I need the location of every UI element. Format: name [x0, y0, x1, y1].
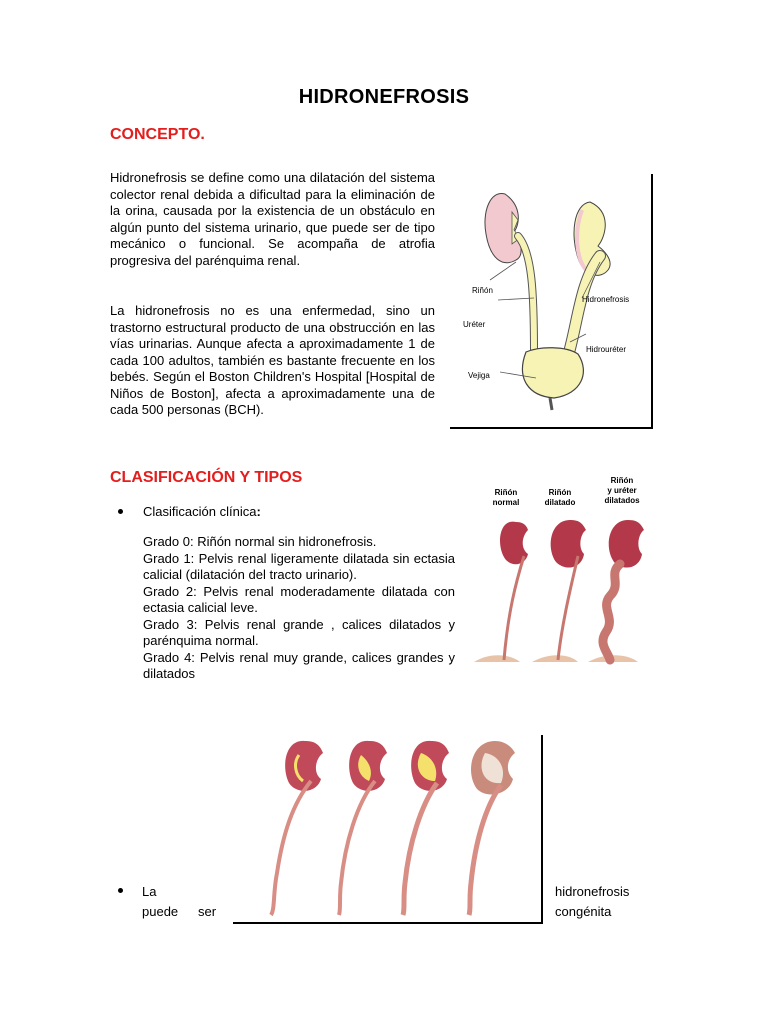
kidney-comparison-diagram — [470, 478, 660, 673]
hydronephrosis-stages-diagram — [233, 733, 545, 925]
grade-item: Grado 0: Riñón normal sin hidronefrosis. — [143, 534, 377, 549]
grade-item: Grado 3: Pelvis renal grande , calices dilatados y parénquima normal. — [143, 616, 455, 648]
bullet-dot — [118, 509, 123, 514]
hydronephrosis-stages-svg — [233, 733, 545, 925]
concepto-paragraph-1: Hidronefrosis se define como una dilatación del sistema colector renal debida a dificultad para la eliminación de la orina, causada por la existencia de un obstáculo en algún punto del sistema urinario, que puede ser de tipo mecánico o funcional. Se acompaña de atrofia progresiva del parénquima renal. — [110, 170, 435, 268]
label-hidroureter: Hidrouréter — [586, 345, 627, 354]
label-line: y uréter — [607, 486, 637, 495]
bullet2-left-line1: La — [142, 884, 157, 899]
bullet2-right-line1: hidronefrosis — [555, 884, 630, 899]
grades-list — [143, 534, 455, 683]
label-rinon-normal — [486, 488, 526, 508]
label-line: dilatado — [544, 498, 576, 507]
clasificacion-clinica-colon: : — [256, 504, 261, 519]
grade-item: Grado 4: Pelvis renal muy grande, calices grandes y dilatados — [143, 649, 455, 681]
label-ureter: Uréter — [463, 320, 486, 329]
concepto-paragraph-2: La hidronefrosis no es una enfermedad, sino un trastorno estructural producto de una obstrucción en las vías urinarias. Aunque afecta a aproximadamente 1 de cada 100 adultos, también es bastante frecuente en los bebés. Según el Boston Children's Hospital [Hospital de Niños de Boston], afecta a aproximadamente una de cada 500 personas (BCH). — [110, 303, 435, 417]
label-line: normal — [492, 498, 520, 507]
bullet2-left-line2b: ser — [198, 904, 217, 919]
label-rinon-ureter-dilatados — [596, 476, 648, 506]
section-heading-concepto — [110, 126, 205, 144]
label-hidronefrosis: Hidronefrosis — [582, 295, 630, 304]
page-title: HIDRONEFROSIS — [298, 86, 470, 108]
bullet2-right-line2: congénita — [555, 904, 612, 919]
label-rinon: Riñón — [472, 286, 493, 295]
section-heading-clasificacion: CLASIFICACIÓN Y TIPOS — [110, 469, 303, 486]
label-line: Riñón — [610, 476, 634, 485]
label-line: dilatados — [604, 496, 640, 505]
kidney-comparison-svg — [470, 512, 660, 672]
bullet-dot — [118, 888, 123, 893]
grade-item: Grado 2: Pelvis renal moderadamente dilatada con ectasia calicial leve. — [143, 583, 455, 615]
grade-item: Grado 1: Pelvis renal ligeramente dilatada sin ectasia calicial (dilatación del tracto urinario). — [143, 550, 455, 582]
label-line: Riñón — [494, 488, 518, 497]
concepto-heading-dot: . — [200, 126, 205, 143]
label-line: Riñón — [548, 488, 572, 497]
bullet2-left-line2a: puede — [142, 904, 179, 919]
hydronephrosis-diagram — [450, 172, 655, 430]
clasificacion-clinica-label: Clasificación clínica — [143, 504, 257, 519]
concepto-heading-text: CONCEPTO — [110, 126, 201, 143]
bullet-clasificacion-clinica — [143, 504, 261, 519]
label-vejiga: Vejiga — [468, 371, 490, 380]
label-rinon-dilatado — [540, 488, 580, 508]
